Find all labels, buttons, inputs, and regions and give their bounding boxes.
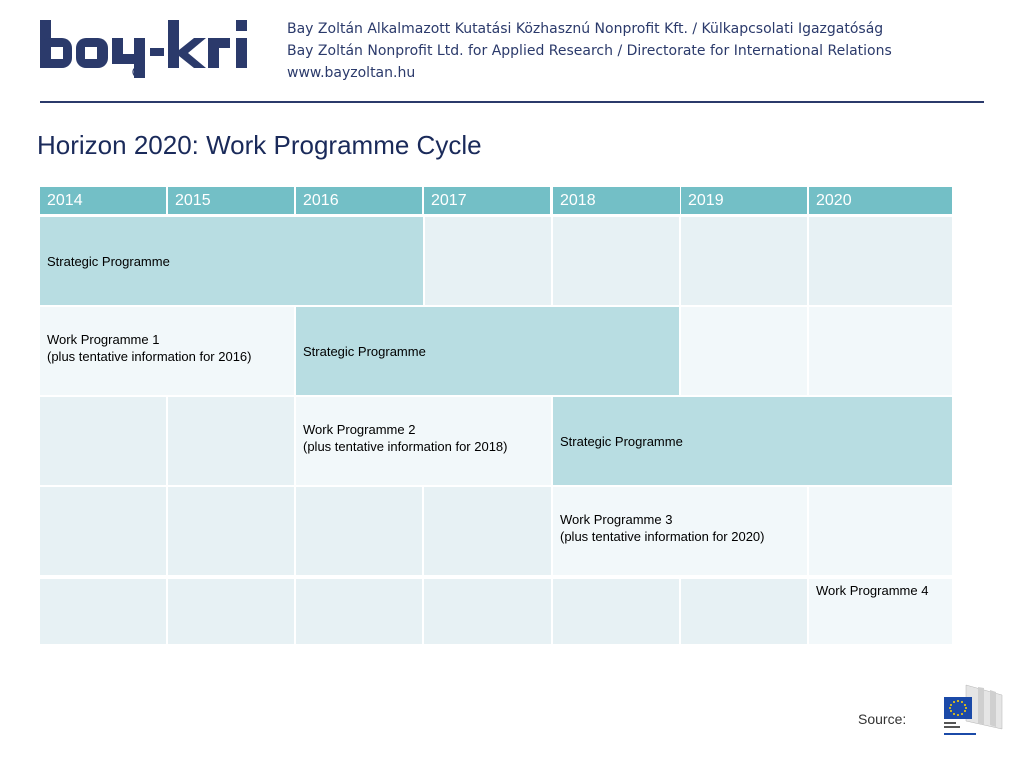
empty-cell <box>681 579 807 644</box>
organization-header <box>287 18 892 84</box>
source-label: Source: <box>858 711 907 727</box>
empty-cell <box>809 307 952 395</box>
empty-cell <box>296 579 422 644</box>
work-programme-2: Work Programme 2 (plus tentative information for 2018) <box>296 397 551 485</box>
empty-cell <box>40 397 166 485</box>
strategic-programme-2: Strategic Programme <box>296 307 679 395</box>
organization-name-hungarian: Bay Zoltán Alkalmazott Kutatási Közhasznú Nonprofit Kft. / Külkapcsolati Igazgatóság <box>287 21 884 37</box>
year-header-2019: 2019 <box>681 187 807 214</box>
empty-cell <box>809 217 952 305</box>
empty-cell <box>168 397 294 485</box>
year-header-2015: 2015 <box>168 187 294 214</box>
svg-text:R: R <box>135 70 141 77</box>
empty-cell <box>425 217 551 305</box>
european-commission-logo <box>926 683 1006 741</box>
empty-cell <box>681 217 807 305</box>
empty-cell <box>424 487 551 575</box>
year-header-2014: 2014 <box>40 187 166 214</box>
empty-cell <box>168 579 294 644</box>
empty-cell <box>553 217 679 305</box>
year-header-2017: 2017 <box>424 187 550 214</box>
empty-cell <box>424 579 551 644</box>
year-header-2018: 2018 <box>553 187 680 214</box>
empty-cell <box>809 487 952 575</box>
year-header-2020: 2020 <box>809 187 952 214</box>
empty-cell <box>681 307 807 395</box>
organization-website: www.bayzoltan.hu <box>287 65 416 81</box>
empty-cell <box>40 487 166 575</box>
work-programme-1: Work Programme 1 (plus tentative information for 2016) <box>40 307 294 395</box>
work-programme-4: Work Programme 4 <box>809 579 952 644</box>
strategic-programme-1: Strategic Programme <box>40 217 423 305</box>
work-programme-3: Work Programme 3 (plus tentative information for 2020) <box>553 487 807 575</box>
empty-cell <box>553 579 679 644</box>
empty-cell <box>296 487 422 575</box>
work-programme-cycle-table <box>40 187 952 644</box>
year-header-2016: 2016 <box>296 187 422 214</box>
bay-zoltan-logo <box>38 20 254 80</box>
page-title: Horizon 2020: Work Programme Cycle <box>37 130 482 160</box>
empty-cell <box>168 487 294 575</box>
organization-name-english: Bay Zoltán Nonprofit Ltd. for Applied Research / Directorate for International Relations <box>287 43 892 59</box>
strategic-programme-3: Strategic Programme <box>553 397 952 485</box>
header-divider <box>40 101 984 103</box>
empty-cell <box>40 579 166 644</box>
